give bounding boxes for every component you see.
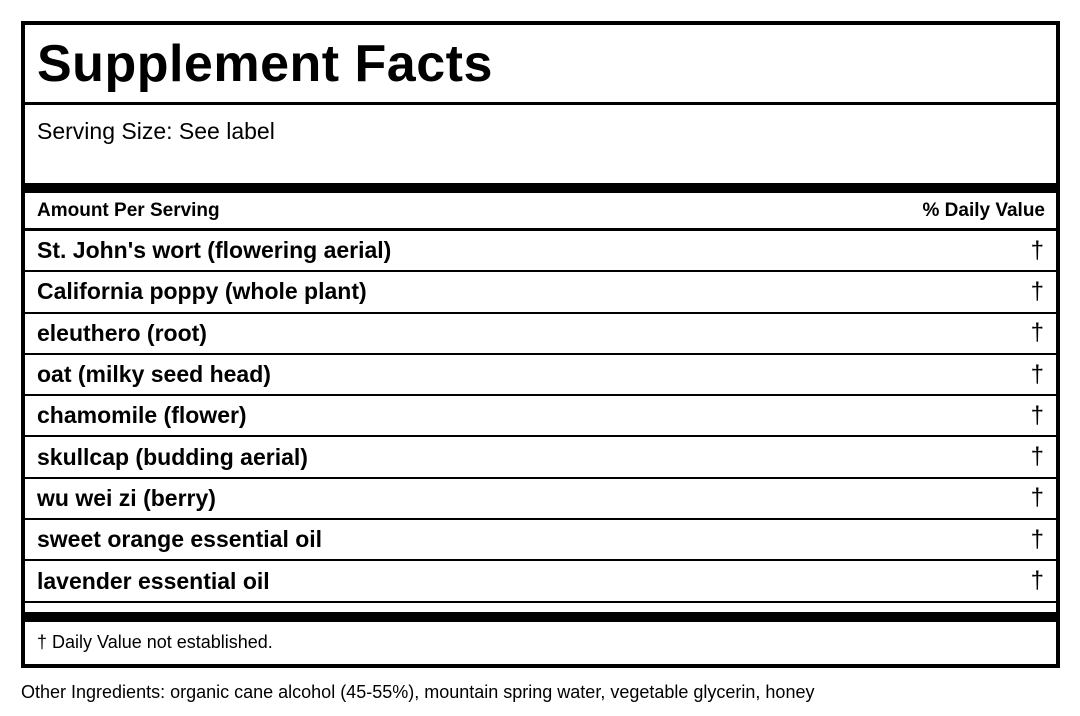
daily-value-dagger: † [1030, 360, 1044, 388]
ingredient-row [25, 231, 1056, 272]
ingredient-name: sweet orange essential oil [37, 526, 323, 553]
daily-value-dagger: † [1030, 567, 1044, 595]
daily-value-dagger: † [1030, 525, 1044, 553]
daily-value-dagger: † [1030, 443, 1044, 471]
daily-value-dagger: † [1030, 484, 1044, 512]
ingredient-name: California poppy (whole plant) [37, 278, 367, 305]
ingredient-name: oat (milky seed head) [37, 361, 271, 388]
daily-value-dagger: † [1030, 236, 1044, 264]
amount-per-serving-header: Amount Per Serving [37, 199, 220, 221]
ingredient-row [25, 355, 1056, 396]
other-ingredients: Other Ingredients: organic cane alcohol (45-55%), mountain spring water, vegetable glycerin, honey [21, 682, 815, 702]
serving-size: Serving Size: See label [37, 118, 275, 144]
daily-value-dagger: † [1030, 319, 1044, 347]
ingredient-row [25, 272, 1056, 313]
daily-value-dagger: † [1030, 401, 1044, 429]
spacer [25, 603, 1056, 612]
serving-size-row [25, 105, 1056, 183]
ingredient-list [25, 231, 1056, 603]
ingredient-name: lavender essential oil [37, 567, 270, 594]
ingredient-row [25, 520, 1056, 561]
ingredient-row [25, 479, 1056, 520]
title-row [25, 25, 1056, 105]
column-header-row [25, 193, 1056, 231]
ingredient-name: eleuthero (root) [37, 319, 207, 346]
ingredient-name: wu wei zi (berry) [37, 484, 216, 511]
footnote-row [25, 622, 1056, 664]
thick-divider [25, 183, 1056, 193]
ingredient-row [25, 396, 1056, 437]
daily-value-dagger: † [1030, 277, 1044, 305]
ingredient-row [25, 437, 1056, 478]
ingredient-row [25, 561, 1056, 602]
ingredient-name: skullcap (budding aerial) [37, 443, 308, 470]
ingredient-name: St. John's wort (flowering aerial) [37, 237, 392, 264]
daily-value-header: % Daily Value [922, 199, 1045, 221]
thick-divider-bottom [25, 612, 1056, 622]
panel-title: Supplement Facts [37, 34, 493, 93]
ingredient-row [25, 314, 1056, 355]
supplement-facts-panel [21, 21, 1060, 668]
footnote: † Daily Value not established. [37, 632, 273, 653]
ingredient-name: chamomile (flower) [37, 402, 247, 429]
